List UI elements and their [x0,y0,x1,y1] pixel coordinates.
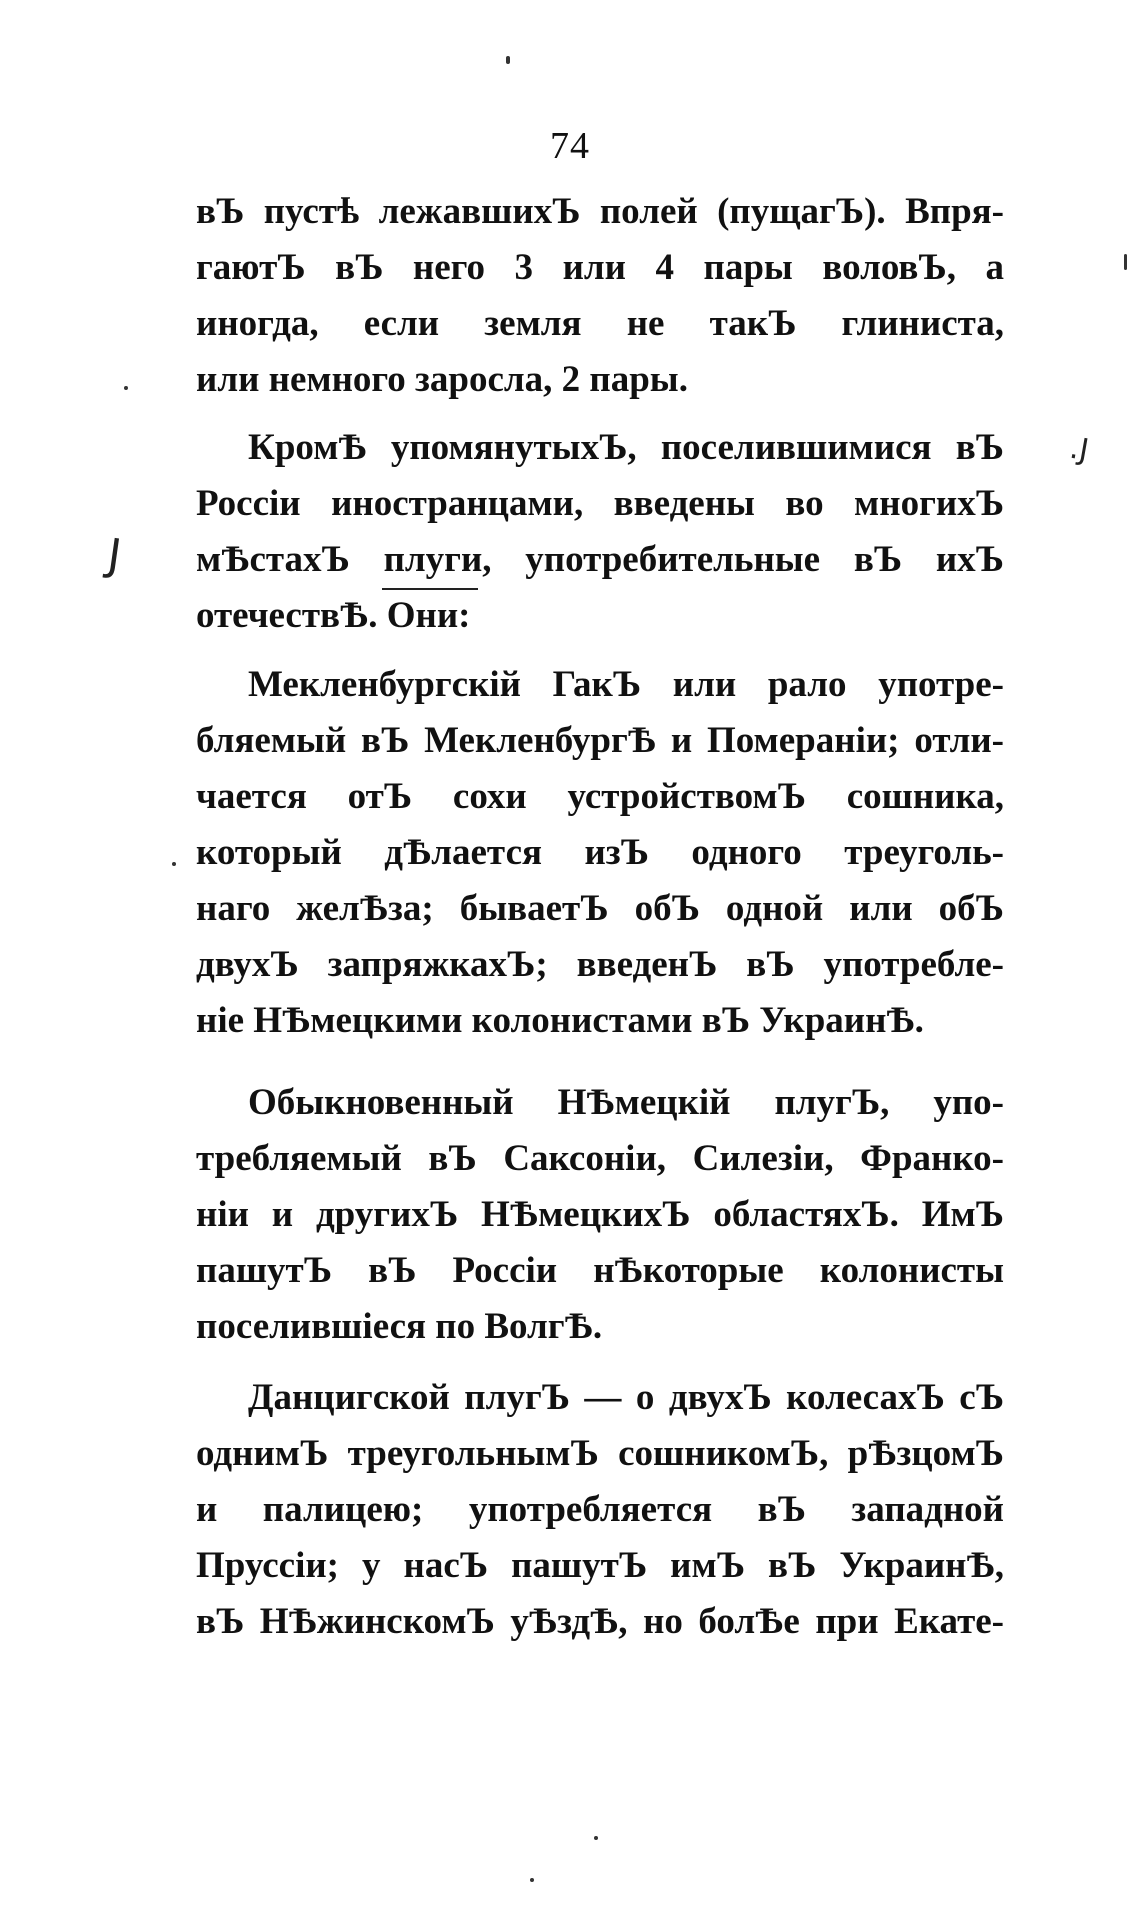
paragraph-1 [196,184,1004,408]
margin-check-mark-left: J [104,529,125,582]
scan-speck [594,1836,598,1840]
text-line: Пруссіи; у насЪ пашутЪ имЪ вЪ УкраинѢ, [196,1545,1004,1586]
text-line: Обыкновенный НѢмецкій плугЪ, упо- [248,1082,1004,1123]
margin-check-mark-right: .J [1067,430,1092,469]
text-line: который дѢлается изЪ одного треуголь- [196,832,1004,873]
text-line: наго желѢза; бываетЪ обЪ одной или обЪ [196,888,1004,929]
paragraph-5 [196,1370,1004,1650]
text-line: и палицею; употребляется вЪ западной [196,1489,1004,1530]
text-line: вЪ НѢжинскомЪ уѢздѢ, но болѢе при Екате- [196,1601,1004,1642]
paragraph-2 [196,420,1004,644]
text-line: вЪ пустѣ лежавшихЪ полей (пущагЪ). Впря- [196,191,1004,232]
page-number: 74 [550,125,590,167]
paragraph-4 [196,1075,1004,1355]
handwritten-underline [382,588,478,590]
text-line: пашутЪ вЪ Россіи нѢкоторые колонисты [196,1250,1004,1291]
text-line: иногда, если земля не такЪ глиниста, [196,303,1004,344]
text-line: однимЪ треугольнымЪ сошникомЪ, рѢзцомЪ [196,1433,1004,1474]
text-line: гаютЪ вЪ него 3 или 4 пары воловЪ, а [196,247,1004,288]
text-line: ніи и другихЪ НѢмецкихЪ областяхЪ. ИмЪ [196,1194,1004,1235]
text-line: ніе НѢмецкими колонистами вЪ УкраинѢ. [196,1000,924,1041]
text-line: КромѢ упомянутыхЪ, поселившимися вЪ [248,427,1004,468]
text-line: двухЪ запряжкахЪ; введенЪ вЪ употребле- [196,944,1004,985]
text-line: мѢстахЪ плуги, употребительные вЪ ихЪ [196,539,1004,580]
scan-speck [124,386,128,390]
text-line: Мекленбургскій ГакЪ или рало употре- [248,664,1004,705]
text-line: Россіи иностранцами, введены во многихЪ [196,483,1004,524]
text-line: или немного заросла, 2 пары. [196,359,688,400]
text-line: отечествѢ. Они: [196,595,471,636]
scan-speck [1124,254,1127,270]
text-line: чается отЪ сохи устройствомЪ сошника, [196,776,1004,817]
scan-speck [530,1878,534,1882]
text-line: поселившіеся по ВолгѢ. [196,1306,603,1347]
scan-speck [172,862,176,866]
text-line: Данцигской плугЪ — о двухЪ колесахЪ сЪ [248,1377,1004,1418]
text-line: бляемый вЪ МекленбургѢ и Помераніи; отли- [196,720,1004,761]
paragraph-3 [196,657,1004,1049]
scan-speck [506,56,510,64]
text-line: требляемый вЪ Саксоніи, Силезіи, Франко- [196,1138,1004,1179]
